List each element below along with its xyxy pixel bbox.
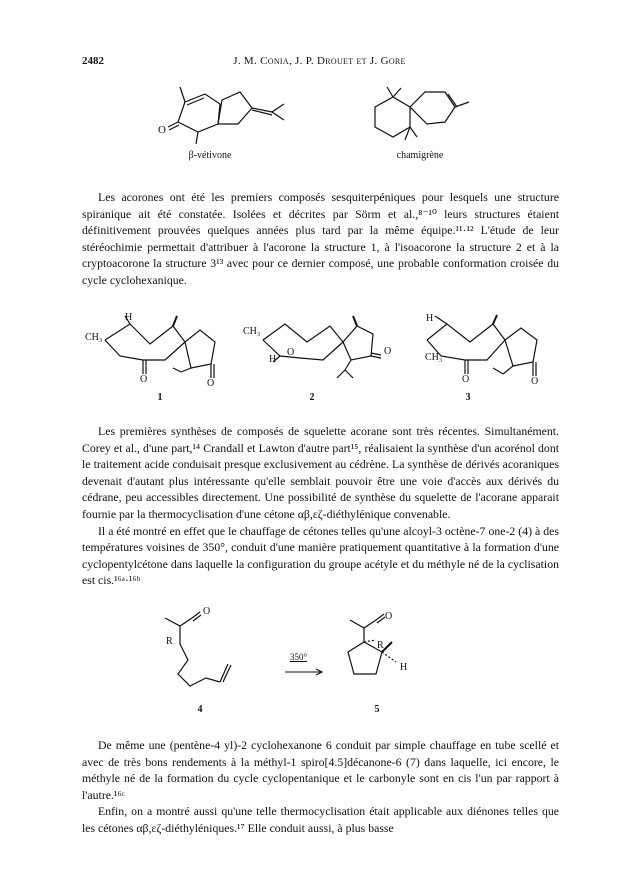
paragraph-syntheses-text2: Il a été montré en effet que le chauffage de cétones telles qu'une alcoyl-3 octène-7 one-2 (4) à des températures voisines de 350°, conduit d'une manière pratiquement quantitative à la formation d'une cyclopentylcétone dans laquelle la configuration du groupe acétyle et du méthyle né de la cyclisation est cis.¹⁶ᵃ·¹⁶ᵇ [82, 523, 559, 588]
compound-number-5: 5 [374, 704, 380, 715]
compound-number-4: 4 [197, 704, 203, 715]
caption-beta-vetivone: β-vétivone [188, 150, 232, 161]
page-header [82, 55, 557, 71]
paragraph-syntheses [82, 423, 559, 589]
o-label-2a: O [287, 347, 295, 358]
oxygen-label: O [158, 124, 166, 136]
running-head: J. M. Conia, J. P. Drouet et J. Gore [233, 55, 406, 67]
caption-chamigrene: chamigrène [396, 150, 444, 161]
paragraph-thermocyclisation-text2: Enfin, on a montré aussi qu'une telle thermocyclisation était applicable aux diénones telles que les cétones αβ,εζ-diéthyléniques.¹⁷ Elle conduit aussi, à plus basse [82, 804, 559, 835]
compound-number-3: 3 [465, 392, 471, 403]
h-label-2: H [269, 354, 277, 365]
o-label-4: O [203, 606, 211, 617]
r-label-4: R [166, 636, 173, 647]
structure-2 [235, 312, 385, 387]
page-number: 2482 [82, 55, 104, 67]
o-label-1b: O [207, 378, 215, 389]
reaction-arrow [285, 664, 325, 674]
compound-number-1: 1 [157, 392, 163, 403]
structure-5 [340, 612, 420, 697]
r-label-5: R [377, 640, 384, 651]
paragraph-thermocyclisation [82, 737, 559, 837]
o-label-1a: O [140, 374, 148, 385]
paragraph-acorones [82, 189, 559, 289]
o-label-3a: O [462, 374, 470, 385]
ch3-label-3: CH₃ [425, 352, 443, 363]
o-label-3b: O [531, 376, 539, 387]
ch3-label-1: CH₃ [85, 332, 103, 343]
h-label-3: H [426, 313, 434, 324]
paragraph-thermocyclisation-text1: De même une (pentène-4 yl)-2 cyclohexanone 6 conduit par simple chauffage en tube scellé et avec de très bons rendements à la méthyl-1 spiro[4.5]décanone-6 (7) dans laquelle, ici encore, le méthyle né de la formation du cycle cyclopentanique et le carbonyle sont en cis l'un par rapport à l'autre.¹⁶ᶜ [82, 738, 559, 802]
o-label-5: O [385, 611, 393, 622]
o-label-2b: O [384, 346, 392, 357]
ch3-label-2: CH₃ [243, 326, 261, 337]
arrow-label-temperature: 350° [290, 652, 308, 662]
paragraph-acorones-text: Les acorones ont été les premiers composés sesquiterpéniques pour lesquels une structure spiranique ait été constatée. Isolées et décrites par Sörm et al.,⁸⁻¹⁰ leurs structures étaient définitivement prouvées quelques années plus tard par la même équipe.¹¹·¹² L'étude de leur stéréochimie permettait d'attribuer à l'acorone la structure 1, à l'isoacorone la structure 2 et à la cryptoacorone la structure 3¹³ avec pour ce dernier composé, une probable conformation croisée du cycle cyclohexanique. [82, 190, 559, 287]
structure-1 [85, 312, 220, 387]
h-label-1: H [125, 312, 133, 323]
structure-beta-vetivone [160, 82, 290, 152]
h-label-5: H [400, 662, 408, 673]
compound-number-2: 2 [309, 392, 315, 403]
structure-chamigrene [365, 82, 475, 152]
structure-4 [160, 608, 255, 693]
paragraph-syntheses-text1: Les premières synthèses de composés de squelette acorane sont très récentes. Simultanément. Corey et al., d'une part,¹⁴ Crandall et Lawton d'autre part¹⁵, réalisaient la synthèse d'un acorénol dont le traitement acide conduisait presque exclusivement au cédrène. La synthèse de dérivés acoraniques devenait d'autant plus intéressante qu'elle semblait pouvoir être une voie d'accès aux dérivés du cédrane, peu accessibles directement. Une possibilité de synthèse du squelette de l'acorane apparait fournie par la thermocyclisation d'une cétone αβ,εζ-diéthylénique convenable. [82, 424, 559, 521]
